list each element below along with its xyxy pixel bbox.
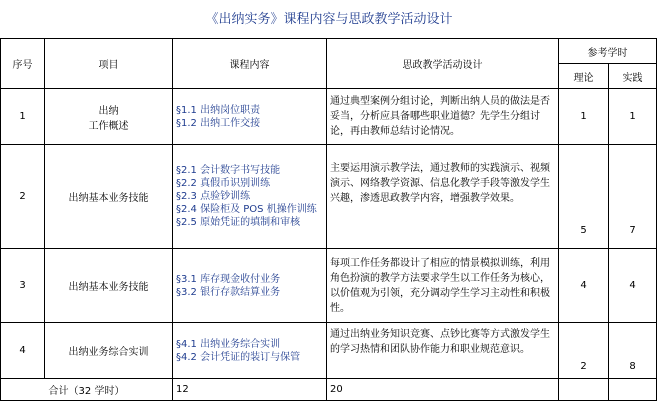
- header-ideology: 思政教学活动设计: [327, 39, 559, 89]
- row-practice: 8: [609, 323, 657, 379]
- header-content: 课程内容: [173, 39, 327, 89]
- table-row: [1, 249, 657, 323]
- content-line: §2.3 点验钞训练: [176, 191, 251, 202]
- total-label: 合计（32 学时）: [1, 379, 173, 401]
- row-ideology: 每项工作任务都设计了相应的情景模拟训练，利用角色扮演的教学方法要求学生以工作任务为核心，以价值观为引领，充分调动学生学习主动性和积极性。: [327, 249, 559, 323]
- row-practice: 4: [609, 249, 657, 323]
- content-line: §4.2 会计凭证的装订与保管: [176, 351, 301, 363]
- total-practice: 20: [327, 379, 559, 401]
- empty-cell: [609, 379, 657, 401]
- course-table: [0, 38, 657, 401]
- total-row: [1, 379, 657, 401]
- header-seq: 序号: [1, 39, 45, 89]
- content-line: §2.1 会计数字书写技能: [176, 165, 281, 176]
- content-line: §3.1 库存现金收付业务: [176, 273, 281, 285]
- row-content: [173, 89, 327, 145]
- header-item: 项目: [45, 39, 173, 89]
- row-ideology: 通过典型案例分组讨论，判断出纳人员的做法是否妥当，分析应具备哪些职业道德？先学生分组讨论，再由教师总结讨论情况。: [327, 89, 559, 145]
- row-seq: 2: [1, 145, 45, 249]
- row-ideology: 通过出纳业务知识竞赛、点钞比赛等方式激发学生的学习热情和团队协作能力和职业规范意识。: [327, 323, 559, 379]
- item-line: 出纳基本业务技能: [68, 282, 149, 293]
- row-theory: 4: [559, 249, 609, 323]
- content-line: §2.2 真假币识别训练: [176, 178, 271, 189]
- content-line: §4.1 出纳业务综合实训: [176, 338, 281, 350]
- row-item: [45, 323, 173, 379]
- row-content: [173, 323, 327, 379]
- table-row: [1, 89, 657, 145]
- row-item: [45, 249, 173, 323]
- page-title: 《出纳实务》课程内容与思政教学活动设计: [205, 12, 453, 27]
- item-line: 工作概述: [88, 120, 129, 132]
- total-theory: 12: [173, 379, 327, 401]
- table-row: [1, 145, 657, 249]
- table-row: [1, 323, 657, 379]
- empty-cell: [559, 379, 609, 401]
- item-line: 出纳: [98, 105, 119, 117]
- row-ideology: 主要运用演示教学法，通过教师的实践演示、视频演示、网络教学资源、信息化教学手段等激发学生兴趣，渗透思政教学内容，增强教学效果。: [327, 145, 559, 249]
- row-practice: 7: [609, 145, 657, 249]
- header-theory: 理论: [559, 64, 609, 89]
- row-theory: 2: [559, 323, 609, 379]
- content-line: §1.2 出纳工作交接: [176, 117, 261, 129]
- item-line: 出纳业务综合实训: [68, 347, 149, 358]
- content-line: §1.1 出纳岗位职责: [176, 104, 261, 116]
- content-line: §3.2 银行存款结算业务: [176, 286, 281, 298]
- row-seq: 3: [1, 249, 45, 323]
- row-theory: 1: [559, 89, 609, 145]
- row-theory: 5: [559, 145, 609, 249]
- row-practice: 1: [609, 89, 657, 145]
- header-practice: 实践: [609, 64, 657, 89]
- row-content: [173, 145, 327, 249]
- row-item: [45, 89, 173, 145]
- row-content: [173, 249, 327, 323]
- item-line: 出纳基本业务技能: [68, 193, 149, 204]
- content-line: §2.5 原始凭证的填制和审核: [176, 217, 301, 228]
- row-item: [45, 145, 173, 249]
- row-seq: 1: [1, 89, 45, 145]
- row-seq: 4: [1, 323, 45, 379]
- header-hours: 参考学时: [559, 39, 657, 64]
- content-line: §2.4 保险柜及 POS 机操作训练: [176, 204, 317, 215]
- header-row: [1, 39, 657, 64]
